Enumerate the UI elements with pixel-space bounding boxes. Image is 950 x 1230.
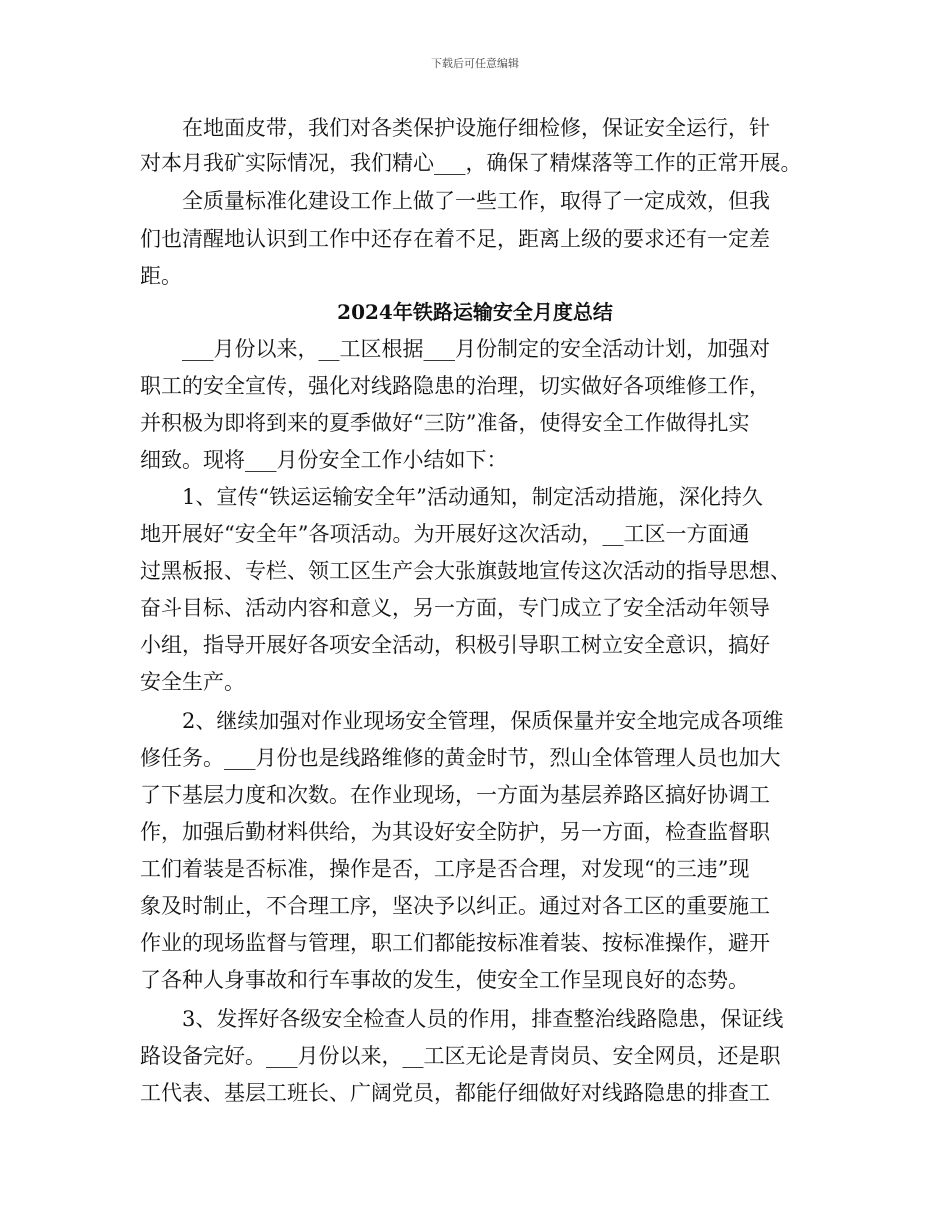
paragraph-line: 小组，指导开展好各项安全活动，积极引导职工树立安全意识，搞好 [140,633,770,657]
paragraph-line: 细致。现将___月份安全工作小结如下： [140,448,508,472]
paragraph-line: 工们着装是否标准，操作是否，工序是否合理，对发现“的三违”现 [140,857,750,881]
paragraph-line: 安全生产。 [140,670,245,694]
paragraph-line: ___月份以来，__工区根据___月份制定的安全活动计划，加强对 [140,337,770,361]
paragraph-line: 了各种人身事故和行车事故的发生，使安全工作呈现良好的态势。 [140,968,749,992]
paragraph-line: 在地面皮带，我们对各类保护设施仔细检修，保证安全运行，针 [140,116,770,140]
page-header: 下载后可任意编辑 [431,57,519,70]
paragraph-line: 了下基层力度和次数。在作业现场，一方面为基层养路区搞好协调工 [140,783,770,807]
paragraph-line: 3、发挥好各级安全检查人员的作用，排查整治线路隐患，保证线 [140,1007,784,1031]
paragraph-line: 过黑板报、专栏、领工区生产会大张旗鼓地宣传这次活动的指导思想、 [140,559,791,583]
paragraph-line: 路设备完好。___月份以来，__工区无论是青岗员、安全网员，还是职 [140,1044,781,1068]
paragraph-line: 们也清醒地认识到工作中还存在着不足，距离上级的要求还有一定差 [140,227,770,251]
document-title: 2024年铁路运输安全月度总结 [337,300,613,324]
paragraph-line: 1、宣传“铁运运输安全年”活动通知，制定活动措施，深化持久 [140,485,763,509]
paragraph-line: 全质量标准化建设工作上做了一些工作，取得了一定成效，但我 [140,189,770,213]
paragraph-line: 职工的安全宣传，强化对线路隐患的治理，切实做好各项维修工作， [140,374,770,398]
paragraph-line: 作业的现场监督与管理，职工们都能按标准着装、按标准操作，避开 [140,931,770,955]
paragraph-line: 对本月我矿实际情况，我们精心___，确保了精煤落等工作的正常开展。 [140,151,802,175]
paragraph-line: 象及时制止，不合理工序，坚决予以纠正。通过对各工区的重要施工 [140,894,770,918]
paragraph-line: 地开展好“安全年”各项活动。为开展好这次活动，__工区一方面通 [140,522,750,546]
paragraph-line: 距。 [140,264,182,288]
paragraph-line: 并积极为即将到来的夏季做好“三防”准备，使得安全工作做得扎实 [140,411,750,435]
paragraph-line: 奋斗目标、活动内容和意义，另一方面，专门成立了安全活动年领导 [140,596,770,620]
paragraph-line: 2、继续加强对作业现场安全管理，保质保量并安全地完成各项维 [140,709,784,733]
paragraph-line: 作，加强后勤材料供给，为其设好安全防护，另一方面，检查监督职 [140,820,770,844]
paragraph-line: 修任务。___月份也是线路维修的黄金时节，烈山全体管理人员也加大 [140,746,781,770]
paragraph-line: 工代表、基层工班长、广阔党员，都能仔细做好对线路隐患的排查工 [140,1081,770,1105]
